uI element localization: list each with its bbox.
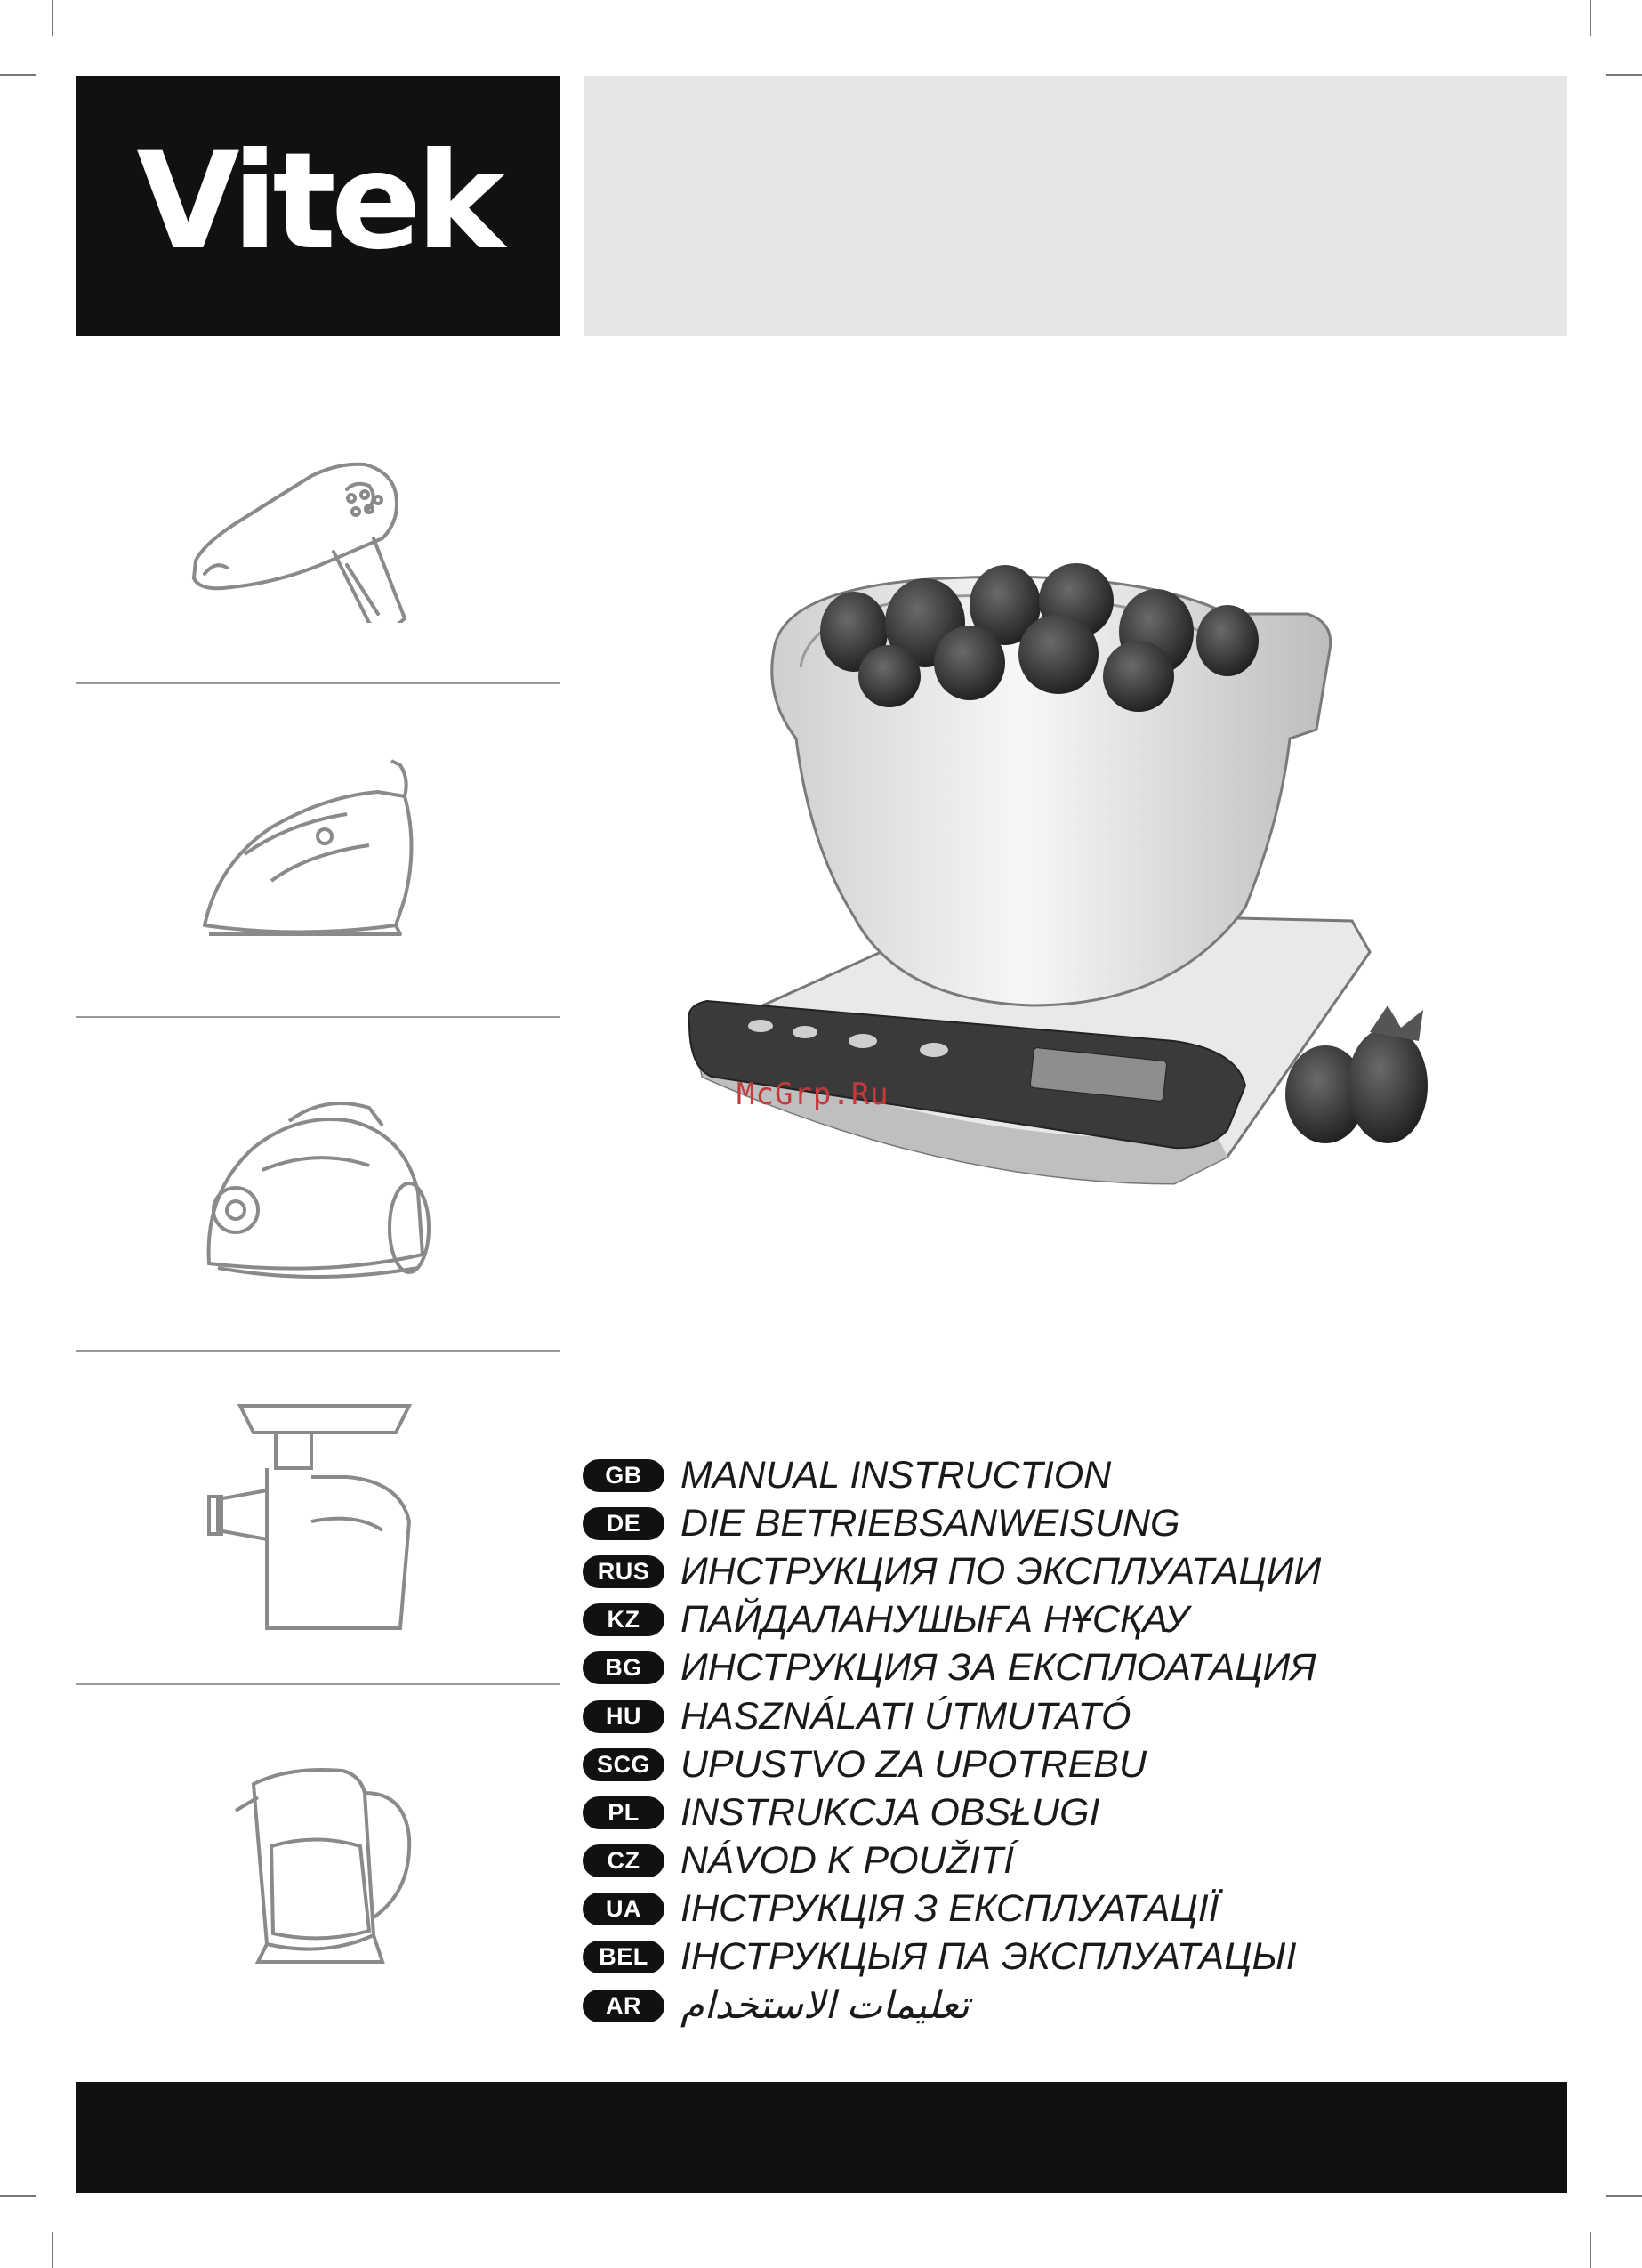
language-title: ІНСТРУКЦІЯ З ЕКСПЛУАТАЦІЇ: [680, 1887, 1219, 1931]
language-code-badge: BEL: [583, 1941, 664, 1973]
language-code-badge: RUS: [583, 1555, 664, 1588]
language-code-badge: UA: [583, 1893, 664, 1925]
language-list: [583, 1451, 1321, 2030]
language-title: DIE BETRIEBSANWEISUNG: [680, 1501, 1180, 1545]
language-title: UPUSTVO ZA UPOTREBU: [680, 1742, 1147, 1786]
language-title: تعليمات الاستخدام: [680, 1984, 970, 2028]
language-code-badge: CZ: [583, 1844, 664, 1877]
language-row: [583, 1981, 1321, 2030]
brand-logo: [76, 76, 560, 336]
brand-logo-text: Vitek: [136, 124, 500, 279]
iron-icon: [191, 747, 440, 952]
language-title: NÁVOD K POUŽITÍ: [680, 1839, 1015, 1883]
language-row: [583, 1692, 1321, 1740]
language-row: [583, 1933, 1321, 1981]
language-code-badge: GB: [583, 1459, 664, 1492]
crop-mark: [1606, 74, 1642, 76]
language-row: [583, 1740, 1321, 1788]
crop-mark: [1590, 2232, 1591, 2268]
language-row: [583, 1596, 1321, 1644]
section-divider: [76, 682, 560, 684]
language-title: HASZNÁLATI ÚTMUTATÓ: [680, 1694, 1131, 1738]
hair-dryer-icon: [178, 409, 454, 623]
footer-banner: [76, 2082, 1567, 2193]
language-row: [583, 1788, 1321, 1836]
language-code-badge: SCG: [583, 1748, 664, 1781]
language-title: MANUAL INSTRUCTION: [680, 1453, 1112, 1497]
language-title: ИНСТРУКЦИЯ ЗА ЕКСПЛОАТАЦИЯ: [680, 1646, 1316, 1690]
language-row: [583, 1644, 1321, 1692]
section-divider: [76, 1350, 560, 1352]
section-divider: [76, 1016, 560, 1018]
crop-mark: [52, 2232, 53, 2268]
watermark-text: McGrp.Ru: [736, 1077, 889, 1112]
language-row: [583, 1885, 1321, 1933]
kettle-icon: [218, 1757, 431, 1971]
language-row: [583, 1451, 1321, 1499]
kitchen-scale-product-image: [676, 507, 1477, 1219]
crop-mark: [52, 0, 53, 36]
crop-mark: [0, 2195, 36, 2197]
language-code-badge: DE: [583, 1507, 664, 1540]
crop-mark: [1606, 2195, 1642, 2197]
header-banner: [584, 76, 1567, 336]
language-row: [583, 1837, 1321, 1885]
language-row: [583, 1547, 1321, 1595]
language-row: [583, 1499, 1321, 1547]
language-title: ИНСТРУКЦИЯ ПО ЭКСПЛУАТАЦИИ: [680, 1549, 1322, 1593]
language-code-badge: AR: [583, 1990, 664, 2022]
vacuum-cleaner-icon: [191, 1086, 440, 1290]
language-title: ПАЙДАЛАНУШЫҒА НҰСҚАУ: [680, 1598, 1189, 1642]
section-divider: [76, 1683, 560, 1685]
meat-grinder-icon: [205, 1397, 445, 1637]
language-code-badge: BG: [583, 1651, 664, 1684]
crop-mark: [1590, 0, 1591, 36]
language-code-badge: KZ: [583, 1603, 664, 1636]
language-title: INSTRUKCJA OBSŁUGI: [680, 1790, 1100, 1834]
crop-mark: [0, 74, 36, 76]
language-code-badge: PL: [583, 1796, 664, 1829]
language-title: ІНСТРУКЦЫЯ ПА ЭКСПЛУАТАЦЫІ: [680, 1935, 1297, 1979]
language-code-badge: HU: [583, 1700, 664, 1733]
